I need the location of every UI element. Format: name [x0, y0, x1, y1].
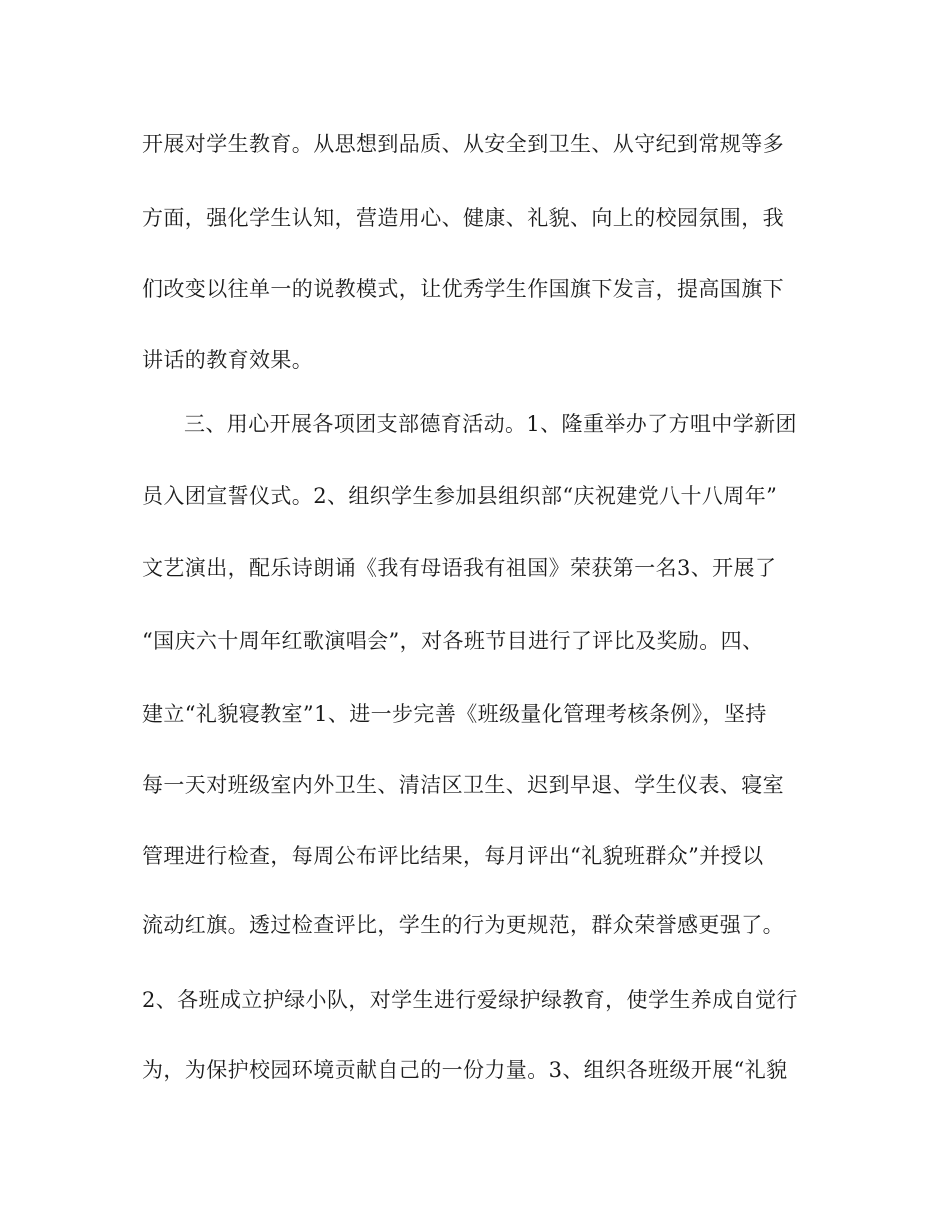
- body-text-line: 开展对学生教育。从思想到品质、从安全到卫生、从守纪到常规等多: [142, 132, 784, 156]
- body-text-line: 员入团宣誓仪式。2、组织学生参加县组织部“庆祝建党八十八周年”: [142, 484, 778, 508]
- body-text-line: 讲话的教育效果。: [142, 348, 314, 372]
- body-text-line: “国庆六十周年红歌演唱会”，对各班节目进行了评比及奖励。四、: [142, 629, 764, 653]
- body-text-line: 建立“礼貌寝教室”1、进一步完善《班级量化管理考核条例》，坚持: [142, 702, 767, 726]
- body-text-line: 流动红旗。透过检查评比，学生的行为更规范，群众荣誉感更强了。: [142, 913, 784, 937]
- body-text-line: 们改变以往单一的说教模式，让优秀学生作国旗下发言，提高国旗下: [142, 277, 784, 301]
- body-text-line: 2、各班成立护绿小队，对学生进行爱绿护绿教育，使学生养成自觉行: [142, 988, 798, 1012]
- body-text-line: 为，为保护校园环境贡献自己的一份力量。3、组织各班级开展“礼貌: [142, 1058, 788, 1082]
- body-text-line: 文艺演出，配乐诗朗诵《我有母语我有祖国》荣获第一名3、开展了: [142, 556, 777, 580]
- body-text-line: 方面，强化学生认知，营造用心、健康、礼貌、向上的校园氛围，我: [142, 206, 784, 230]
- paragraph-start-line: 三、用心开展各项团支部德育活动。1、隆重举办了方咀中学新团: [184, 412, 797, 436]
- body-text-line: 管理进行检查，每周公布评比结果，每月评出“礼貌班群众”并授以: [142, 844, 764, 868]
- body-text-line: 每一天对班级室内外卫生、清洁区卫生、迟到早退、学生仪表、寝室: [142, 773, 784, 797]
